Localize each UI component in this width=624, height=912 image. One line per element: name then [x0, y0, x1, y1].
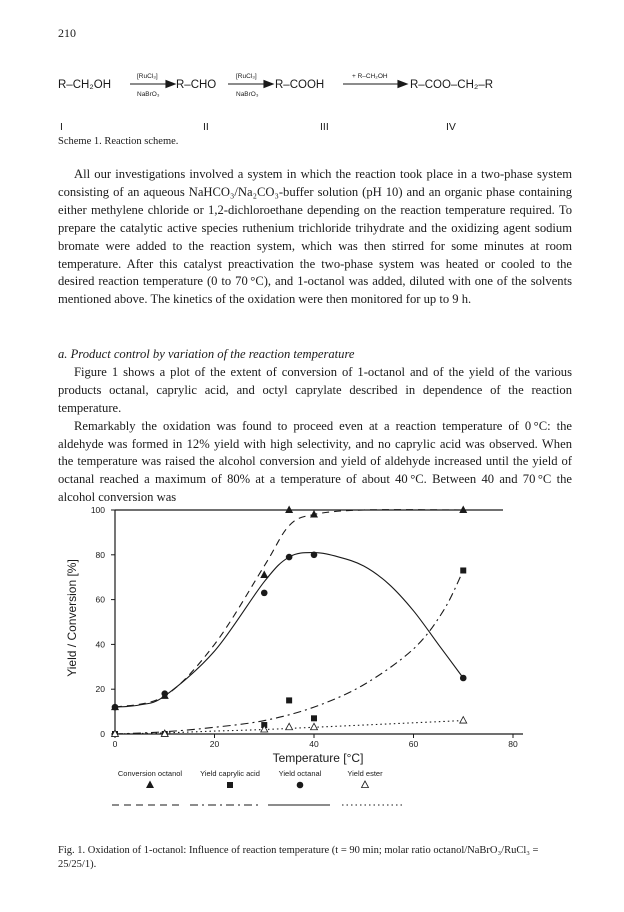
arrow-3-reagent: + R–CH₂OH [352, 73, 388, 80]
reaction-arrowhead-3 [398, 81, 407, 88]
arrow-1-catalyst: [RuCl₃] [137, 73, 158, 80]
numeral-I: I [60, 121, 63, 133]
x-tick-label: 40 [309, 739, 319, 749]
data-point-yield-octanal [261, 590, 268, 597]
data-point-yield-octanal [161, 690, 168, 697]
numeral-IV: IV [446, 121, 456, 133]
numeral-III: III [320, 121, 329, 133]
chart-tick-labels [91, 505, 518, 749]
x-tick-label: 0 [112, 739, 118, 749]
scheme-caption: Scheme 1. Reaction scheme. [58, 136, 179, 147]
species-I: R–CH₂OH [58, 79, 112, 91]
legend-label-conversion-octanol: Conversion octanol [117, 769, 183, 778]
y-tick-label: 100 [90, 505, 105, 515]
series-line-yield-octanal [115, 553, 463, 708]
reaction-scheme [0, 50, 624, 140]
legend-marker-yield-octanal [297, 782, 304, 789]
data-point-yield-caprylic-acid [460, 567, 466, 573]
arrow-1-oxidant: NaBrO₃ [137, 91, 160, 98]
data-point-yield-octanal [311, 552, 318, 559]
figure-caption: Fig. 1. Oxidation of 1-octanol: Influence of reaction temperature (t = 90 min; molar ratio octanol/NaBrO₃/RuCl₃ = 25/25/1). [58, 845, 539, 870]
species-III: R–COOH [275, 79, 325, 91]
species-IV: R–COO–CH₂–R [410, 79, 494, 91]
x-tick-label: 20 [209, 739, 220, 749]
x-tick-label: 60 [408, 739, 419, 749]
y-tick-label: 80 [95, 549, 105, 560]
chart-legend [112, 769, 405, 805]
arrow-2-oxidant: NaBrO₃ [236, 91, 259, 98]
legend-label-yield-octanal: Yield octanal [278, 769, 322, 778]
y-tick-label: 40 [95, 639, 105, 650]
legend-label-yield-caprylic-acid: Yield caprylic acid [200, 769, 260, 778]
numeral-II: II [203, 121, 209, 133]
data-point-yield-caprylic-acid [311, 715, 317, 721]
reaction-arrowhead-1 [166, 81, 175, 88]
data-point-yield-octanal [460, 675, 467, 682]
legend-marker-yield-caprylic-acid [227, 782, 233, 788]
y-tick-label: 60 [95, 594, 105, 605]
paragraph-3: Remarkably the oxidation was found to proceed even at a reaction temperature of 0 °C: the aldehyde was formed in 12% yield with high selectivity, and no caprylic acid was observed. When the temperature was raised the alcohol conversion and yield of aldehyde increased until the yield of octanal reached a maximum of 80% at a temperature of about 40 °C. Between 40 and 70 °C the alcohol conversion was [58, 418, 572, 505]
body-text [58, 166, 572, 309]
section-heading: a. Product control by variation of the reaction temperature [58, 347, 355, 361]
y-axis-label: Yield / Conversion [%] [65, 559, 79, 677]
data-point-yield-ester [460, 717, 467, 724]
y-tick-label: 20 [95, 684, 105, 695]
reaction-arrowhead-2 [264, 81, 273, 88]
chart-markers [111, 506, 467, 738]
data-point-conversion-octanol [260, 570, 268, 578]
paragraph-1: All our investigations involved a system in which the reaction took place in a two-phase system consisting of an aqueous NaHCO₃/Na₂CO₃-buffer solution (pH 10) and an organic phase containing either methylene chloride or 1,2-dichloroethane depending on the reaction temperature required. To prepare the catalytic active species ruthenium trichloride trihydrate and the oxidizing agent sodium bromate were added to the reaction system, which was then stirred for some minutes at room temperature. After this catalyst preactivation the two-phase system was heated or cooled to the desired reaction temperature (0 to 70 °C), and 1-octanol was added, diluted with one of the solvents mentioned above. The kinetics of the oxidation were then monitored for up to 9 h. [58, 167, 572, 307]
legend-label-yield-ester: Yield ester [347, 769, 383, 778]
legend-marker-yield-ester [362, 781, 369, 788]
data-point-yield-caprylic-acid [286, 697, 292, 703]
species-II: R–CHO [176, 79, 217, 91]
y-tick-label: 0 [100, 729, 105, 739]
data-point-yield-ester [311, 723, 318, 730]
data-point-yield-octanal [112, 704, 119, 711]
page-number: 210 [58, 26, 76, 40]
paragraph-2: Figure 1 shows a plot of the extent of conversion of 1-octanol and of the yield of the various products octanal, caprylic acid, and octyl caprylate described in dependence of the reaction temperature. [58, 364, 572, 415]
data-point-yield-ester [286, 723, 293, 730]
arrow-2-catalyst: [RuCl₃] [236, 73, 257, 80]
chart-axes [111, 510, 523, 738]
data-point-yield-octanal [286, 554, 293, 561]
x-tick-label: 80 [508, 739, 518, 749]
body-text-2 [58, 346, 572, 507]
series-line-yield-caprylic-acid [115, 570, 463, 734]
legend-marker-conversion-octanol [146, 781, 154, 789]
data-point-conversion-octanol [459, 506, 467, 514]
data-point-conversion-octanol [285, 506, 293, 514]
figure-1-chart [0, 490, 624, 820]
x-axis-label: Temperature [°C] [272, 751, 364, 765]
